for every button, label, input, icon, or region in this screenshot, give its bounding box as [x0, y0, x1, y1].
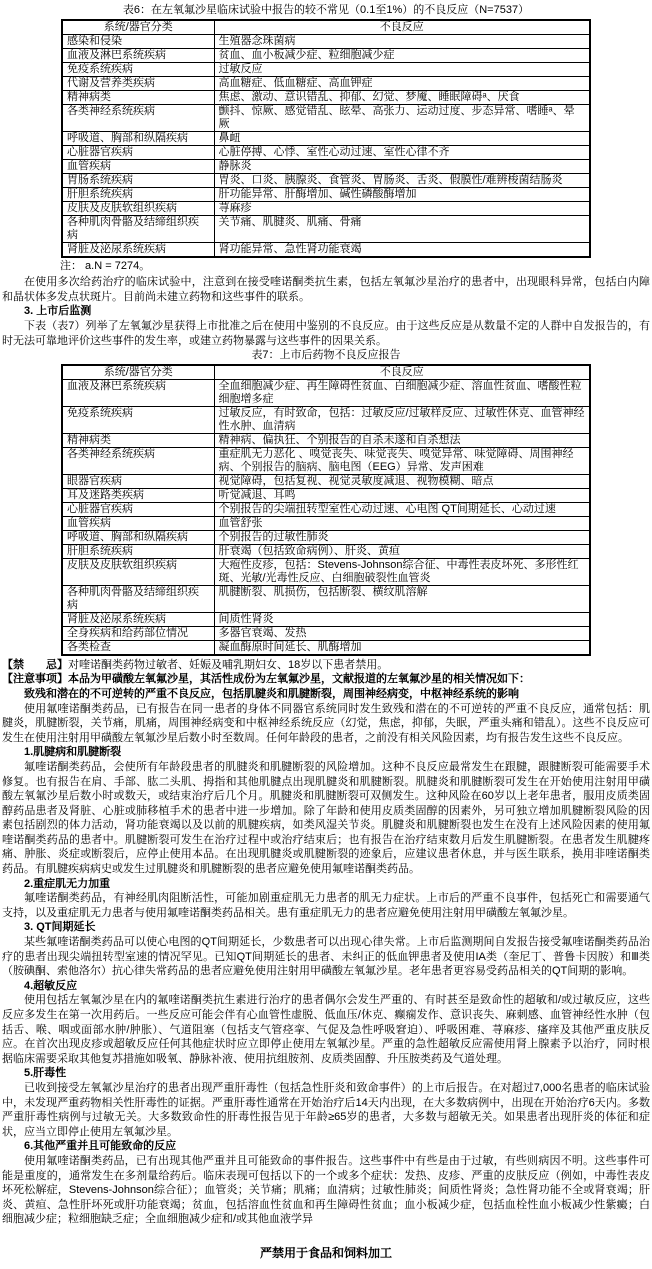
warning-subheading: 致残和潜在的不可逆转的严重不良反应，包括肌腱炎和肌腱断裂，周围神经病变，中枢神经系统的影响 — [24, 687, 519, 700]
table-cell: 胃炎、口炎、胰腺炎、食管炎、胃肠炎、舌炎、假膜性/难辨梭菌结肠炎 — [214, 173, 590, 187]
table-row — [62, 48, 590, 62]
table-cell: 过敏反应，有时致命，包括：过敏反应/过敏样反应、过敏性休克、血管神经性水肿、血清病 — [214, 406, 590, 433]
table6-footnote: 注： a.N = 7274。 — [60, 259, 151, 272]
table-cell: 呼吸道、胸部和纵隔疾病 — [62, 131, 214, 145]
table-row — [62, 379, 590, 406]
table-cell: 鼻衄 — [214, 131, 590, 145]
table-cell: 大疱性皮疹，包括：Stevens-Johnson综合征、中毒性表皮坏死、多形性红斑、光敏/光毒性反应、白细胞破裂性血管炎 — [214, 558, 590, 585]
section-heading-hypersensitivity: 4.超敏反应 — [24, 979, 78, 992]
contraindication-label: 【禁 忌】 — [2, 658, 68, 671]
table-row — [62, 488, 590, 502]
table-cell: 精神病类 — [62, 433, 214, 447]
table-row — [62, 215, 590, 242]
table-row — [62, 612, 590, 626]
table-cell: 听觉减退、耳鸣 — [214, 488, 590, 502]
table-cell: 重症肌无力恶化 、嗅觉丧失、味觉丧失、嗅觉异常、味觉障碍、周围神经病、个别报告的脑病、脑电图（EEG）异常、发声困难 — [214, 447, 590, 474]
table-row — [62, 62, 590, 76]
section-heading-qt-prolongation: 3. QT间期延长 — [24, 921, 96, 934]
paragraph-hypersensitivity: 使用包括左氧氟沙星在内的氟喹诺酮类抗生素进行治疗的患者偶尔会发生严重的、有时甚至是致命性的超敏和/或过敏反应，这些反应多发生在第一次用药后。一些反应可能会伴有心血管性虚脱、低血压/休克、癫痫发作、意识丧失、麻刺感、血管神经性水肿（包括舌、喉、咽或面部水肿/肿胀）、气道阻塞（包括支气管痉挛、气促及急性呼吸窘迫）、呼吸困难、荨麻疹、瘙痒及其他严重皮肤反应。在首次出现皮疹或超敏反应任何其他症状时应立即停止使用左氧氟沙星。严重的急性超敏反应需使用肾上腺素予以治疗，同时根据临床需要采取其他复苏措施如吸氧、静脉补液、使用抗组胺剂、皮质类固醇、升压胺类药及气道处理。 — [2, 994, 650, 1065]
section-heading-other-serious: 6.其他严重并且可能致命的反应 — [24, 1140, 177, 1153]
table-row — [62, 406, 590, 433]
table-cell: 过敏反应 — [214, 62, 590, 76]
table-cell: 肾脏及泌尿系统疾病 — [62, 612, 214, 626]
table-row — [62, 131, 590, 145]
table-cell: 血管舒张 — [214, 516, 590, 530]
column-header-adverse-reaction: 不良反应 — [214, 365, 590, 380]
table-cell: 免疫系统疾病 — [62, 406, 214, 433]
table-cell: 胃肠系统疾病 — [62, 173, 214, 187]
precautions-line — [2, 672, 650, 687]
table-row — [62, 104, 590, 131]
table6-title: 表6：在左氧氟沙星临床试验中报告的较不常见（0.1至1%）的不良反应（N=7537） — [122, 4, 530, 16]
table-cell: 肝衰竭（包括致命病例）、肝炎、黄疸 — [214, 544, 590, 558]
table-cell: 各种肌肉骨骼及结缔组织疾病 — [62, 585, 214, 612]
table-row — [62, 201, 590, 215]
table-cell: 生殖器念珠菌病 — [214, 34, 590, 48]
table-row — [62, 626, 590, 640]
paragraph-other-serious: 使用氟喹诺酮类药品，已有出现其他严重并且可能致命的事件报告。这些事件中有些是由于过敏，有些则病因不明。这些事件可能是重度的，通常发生在多剂量给药后。临床表现可包括以下的一个或多个症状：发热、皮疹、严重的皮肤反应（例如，中毒性表皮坏死松解症，Stevens-Johnson综合征）；血管炎；关节痛；肌痛；血清病；过敏性肺炎；间质性肾炎；急性肾功能不全或肾衰竭；肝炎、黄疸、急性肝坏死或肝功能衰竭；贫血，包括溶血性贫血和再生障碍性贫血；血小板减少症，包括血栓性血小板减少性紫癜；白细胞减少症；粒细胞缺乏症；全血细胞减少症和/或其他血液学异 — [2, 1154, 650, 1226]
table-cell: 皮肤及皮肤软组织疾病 — [62, 558, 214, 585]
table-cell: 多器官衰竭、发热 — [214, 626, 590, 640]
table-cell: 呼吸道、胸部和纵隔疾病 — [62, 530, 214, 544]
table-cell: 间质性肾炎 — [214, 612, 590, 626]
table-row — [62, 640, 590, 655]
table-header-row — [62, 365, 590, 380]
table-cell: 静脉炎 — [214, 159, 590, 173]
table-cell: 眼器官疾病 — [62, 474, 214, 488]
table-cell: 肝功能异常、肝酶增加、碱性磷酸酶增加 — [214, 187, 590, 201]
table-cell: 全血细胞减少症、再生障碍性贫血、白细胞减少症、溶血性贫血、嗜酸性粒细胞增多症 — [214, 379, 590, 406]
table-row — [62, 187, 590, 201]
table-row — [62, 90, 590, 104]
precautions-text: 本品为甲磺酸左氧氟沙星，其活性成份为左氧氟沙星，文献报道的左氧氟沙星的相关情况如下： — [68, 673, 530, 686]
table-cell: 耳及迷路类疾病 — [62, 488, 214, 502]
table-row — [62, 433, 590, 447]
table-cell: 血液及淋巴系统疾病 — [62, 48, 214, 62]
table-cell: 关节痛、肌腱炎、肌痛、骨痛 — [214, 215, 590, 242]
paragraph-hepatotoxicity: 已收到接受左氧氟沙星治疗的患者出现严重肝毒性（包括急性肝炎和致命事件）的上市后报告。在对超过7,000名患者的临床试验中，未发现严重药物相关性肝毒性的证据。严重肝毒性通常在开始治疗后14天内出现，在大多数病例中，出现在开始治疗6天内。多数严重肝毒性病例与过敏无关。大多数致命性的肝毒性报告见于年龄≥65岁的患者，大多数与超敏无关。如果患者出现肝炎的体征和症状，应当立即停止使用左氧氟沙星。 — [2, 1081, 650, 1138]
table-row — [62, 474, 590, 488]
paragraph-tendinopathy: 氟喹诺酮类药品，会使所有年龄段患者的肌腱炎和肌腱断裂的风险增加。这种不良反应最常发生在跟腱，跟腱断裂可能需要手术修复。也有报告在肩、手部、肱二头肌、拇指和其他肌腱点出现肌腱炎和肌腱断裂。肌腱炎和肌腱断裂可发生在开始使用注射用甲磺酸左氧氟沙星后数小时或数天，或结束治疗后几个月。肌腱炎和肌腱断裂可双侧发生。这种风险在60岁以上老年患者，服用皮质类固醇药品患者及肾脏、心脏或肺移植手术的患者中进一步增加。除了年龄和使用皮质类固醇的因素外，另可独立增加肌腱断裂风险的因素包括剧烈的体力活动，肾功能衰竭以及以前的肌腱疾病，如类风湿关节炎。肌腱炎和肌腱断裂也发生在没有上述风险因素的使用氟喹诺酮类药品的患者中。肌腱断裂可发生在治疗过程中或治疗结束后；也有报告在治疗结束数月后发生肌腱断裂。在患者发生肌腱疼痛、肿胀、炎症或断裂后，应停止使用本品。在出现肌腱炎或肌腱断裂的迹象后，应建议患者休息，并与医生联系，换用非喹诺酮类药品。有肌腱疾病病史或发生过肌腱炎和肌腱断裂的患者应避免使用氟喹诺酮类药品。 — [2, 760, 650, 876]
table-cell: 颤抖、惊厥、感觉错乱、眩晕、高张力、运动过度、步态异常、嗜睡ᵃ、晕厥 — [214, 104, 590, 131]
table-cell: 感染和侵染 — [62, 34, 214, 48]
table-cell: 个别报告的过敏性肺炎 — [214, 530, 590, 544]
section-heading-postmarket: 3. 上市后监测 — [24, 305, 92, 318]
table-cell: 各类检查 — [62, 640, 214, 655]
table-row — [62, 173, 590, 187]
table-cell: 各种肌肉骨骼及结缔组织疾病 — [62, 215, 214, 242]
precautions-label: 【注意事项】 — [2, 673, 68, 686]
table-cell: 凝血酶原时间延长、肌酶增加 — [214, 640, 590, 655]
table-cell: 心脏器官疾病 — [62, 502, 214, 516]
table-row — [62, 447, 590, 474]
table-row — [62, 242, 590, 257]
section-heading-myasthenia: 2.重症肌无力加重 — [24, 877, 111, 890]
table-row — [62, 145, 590, 159]
table-row — [62, 544, 590, 558]
column-header-system-organ: 系统/器官分类 — [62, 20, 214, 35]
table-header-row — [62, 20, 590, 35]
table6-adverse-reactions — [61, 19, 591, 258]
table-cell: 精神病、偏执狂、个别报告的自杀未遂和自杀想法 — [214, 433, 590, 447]
table-cell: 贫血、血小板减少症、粒细胞减少症 — [214, 48, 590, 62]
table-cell: 肌腱断裂、肌损伤，包括断裂、横纹肌溶解 — [214, 585, 590, 612]
table-row — [62, 530, 590, 544]
table-row — [62, 585, 590, 612]
table7-postmarket-reactions — [61, 364, 591, 656]
column-header-adverse-reaction: 不良反应 — [214, 20, 590, 35]
table-cell: 荨麻疹 — [214, 201, 590, 215]
paragraph-qt-prolongation: 某些氟喹诺酮类药品可以使心电图的QT间期延长，少数患者可以出现心律失常。上市后监测期间自发报告接受氟喹诺酮类药品治疗的患者出现尖端扭转型室速的情况罕见。已知QT间期延长的患者、未纠正的低血钾患者及使用IA类（奎尼丁、普鲁卡因胺）和Ⅲ类（胺碘酮、索他洛尔）抗心律失常药品的患者应避免使用注射用甲磺酸左氧氟沙星。老年患者更容易受药品相关的QT间期的影响。 — [2, 936, 650, 978]
table-row — [62, 502, 590, 516]
contraindication-text: 对喹诺酮类药物过敏者、妊娠及哺乳期妇女、18岁以下患者禁用。 — [68, 658, 389, 671]
table-cell: 高血糖症、低血糖症、高血钾症 — [214, 76, 590, 90]
table-cell: 血管疾病 — [62, 516, 214, 530]
table-cell: 视觉障碍，包括复视、视觉灵敏度减退、视物模糊、暗点 — [214, 474, 590, 488]
table-cell: 焦虑、激动、意识错乱、抑郁、幻觉、梦魇、睡眠障碍ᵃ、厌食 — [214, 90, 590, 104]
table-cell: 免疫系统疾病 — [62, 62, 214, 76]
table-row — [62, 516, 590, 530]
table-cell: 肾功能异常、急性肾功能衰竭 — [214, 242, 590, 257]
table-cell: 全身疾病和给药部位情况 — [62, 626, 214, 640]
table-cell: 心脏停搏、心悸、室性心动过速、室性心律不齐 — [214, 145, 590, 159]
table-cell: 各类神经系统疾病 — [62, 104, 214, 131]
table-cell: 肝胆系统疾病 — [62, 187, 214, 201]
table-cell: 血液及淋巴系统疾病 — [62, 379, 214, 406]
paragraph-warning-intro: 使用氟喹诺酮类药品，已有报告在同一患者的身体不同器官系统同时发生致残和潜在的不可逆转的严重不良反应，通常包括：肌腱炎，肌腱断裂，关节痛，肌痛，周围神经病变和中枢神经系统反应（幻觉，焦虑，抑郁，失眠，严重头痛和错乱）。这些不良反应可发生在使用注射用甲磺酸左氧氟沙星后数小时至数周。任何年龄段的患者，之前没有相关风险因素，均有报告发生这些不良反应。 — [2, 702, 650, 744]
contraindication-line — [2, 658, 650, 673]
table7-title: 表7：上市后药物不良反应报告 — [251, 349, 401, 362]
table-row — [62, 34, 590, 48]
column-header-system-organ: 系统/器官分类 — [62, 365, 214, 380]
table-cell: 代谢及营养类疾病 — [62, 76, 214, 90]
table-cell: 肾脏及泌尿系统疾病 — [62, 242, 214, 257]
table-cell: 精神病类 — [62, 90, 214, 104]
table-cell: 个别报告的尖端扭转型室性心动过速、心电图 QT间期延长、心动过速 — [214, 502, 590, 516]
table-row — [62, 159, 590, 173]
table-cell: 血管疾病 — [62, 159, 214, 173]
paragraph-postmarket-intro: 下表（表7）列举了左氧氟沙星获得上市批准之后在使用中鉴别的不良反应。由于这些反应是从数量不定的人群中自发报告的，有时无法可靠地评价这些事件的发生率，或建立药物暴露与这些事件的因果关系。 — [2, 319, 650, 347]
paragraph-ophthalmic: 在使用多次给药治疗的临床试验中，注意到在接受喹诺酮类抗生素，包括左氧氟沙星治疗的患者中，出现眼科异常，包括白内障和晶状体多发点状斑片。目前尚未建立药物和这些事件的联系。 — [2, 276, 650, 303]
table-cell: 各类神经系统疾病 — [62, 447, 214, 474]
food-feed-prohibition-notice: 严禁用于食品和饲料加工 — [259, 1245, 392, 1260]
section-heading-hepatotoxicity: 5.肝毒性 — [24, 1067, 67, 1080]
table-row — [62, 76, 590, 90]
table-cell: 肝胆系统疾病 — [62, 544, 214, 558]
table-cell: 心脏器官疾病 — [62, 145, 214, 159]
table-row — [62, 558, 590, 585]
paragraph-myasthenia: 氟喹诺酮类药品，有神经肌肉阻断活性，可能加剧重症肌无力患者的肌无力症状。上市后的严重不良事件，包括死亡和需要通气支持，以及重症肌无力患者与使用氟喹诺酮类药品相关。患有重症肌无力的患者应避免使用注射用甲磺酸左氧氟沙星。 — [2, 892, 650, 919]
table-cell: 皮肤及皮肤软组织疾病 — [62, 201, 214, 215]
section-heading-tendinopathy: 1.肌腱病和肌腱断裂 — [24, 746, 122, 759]
